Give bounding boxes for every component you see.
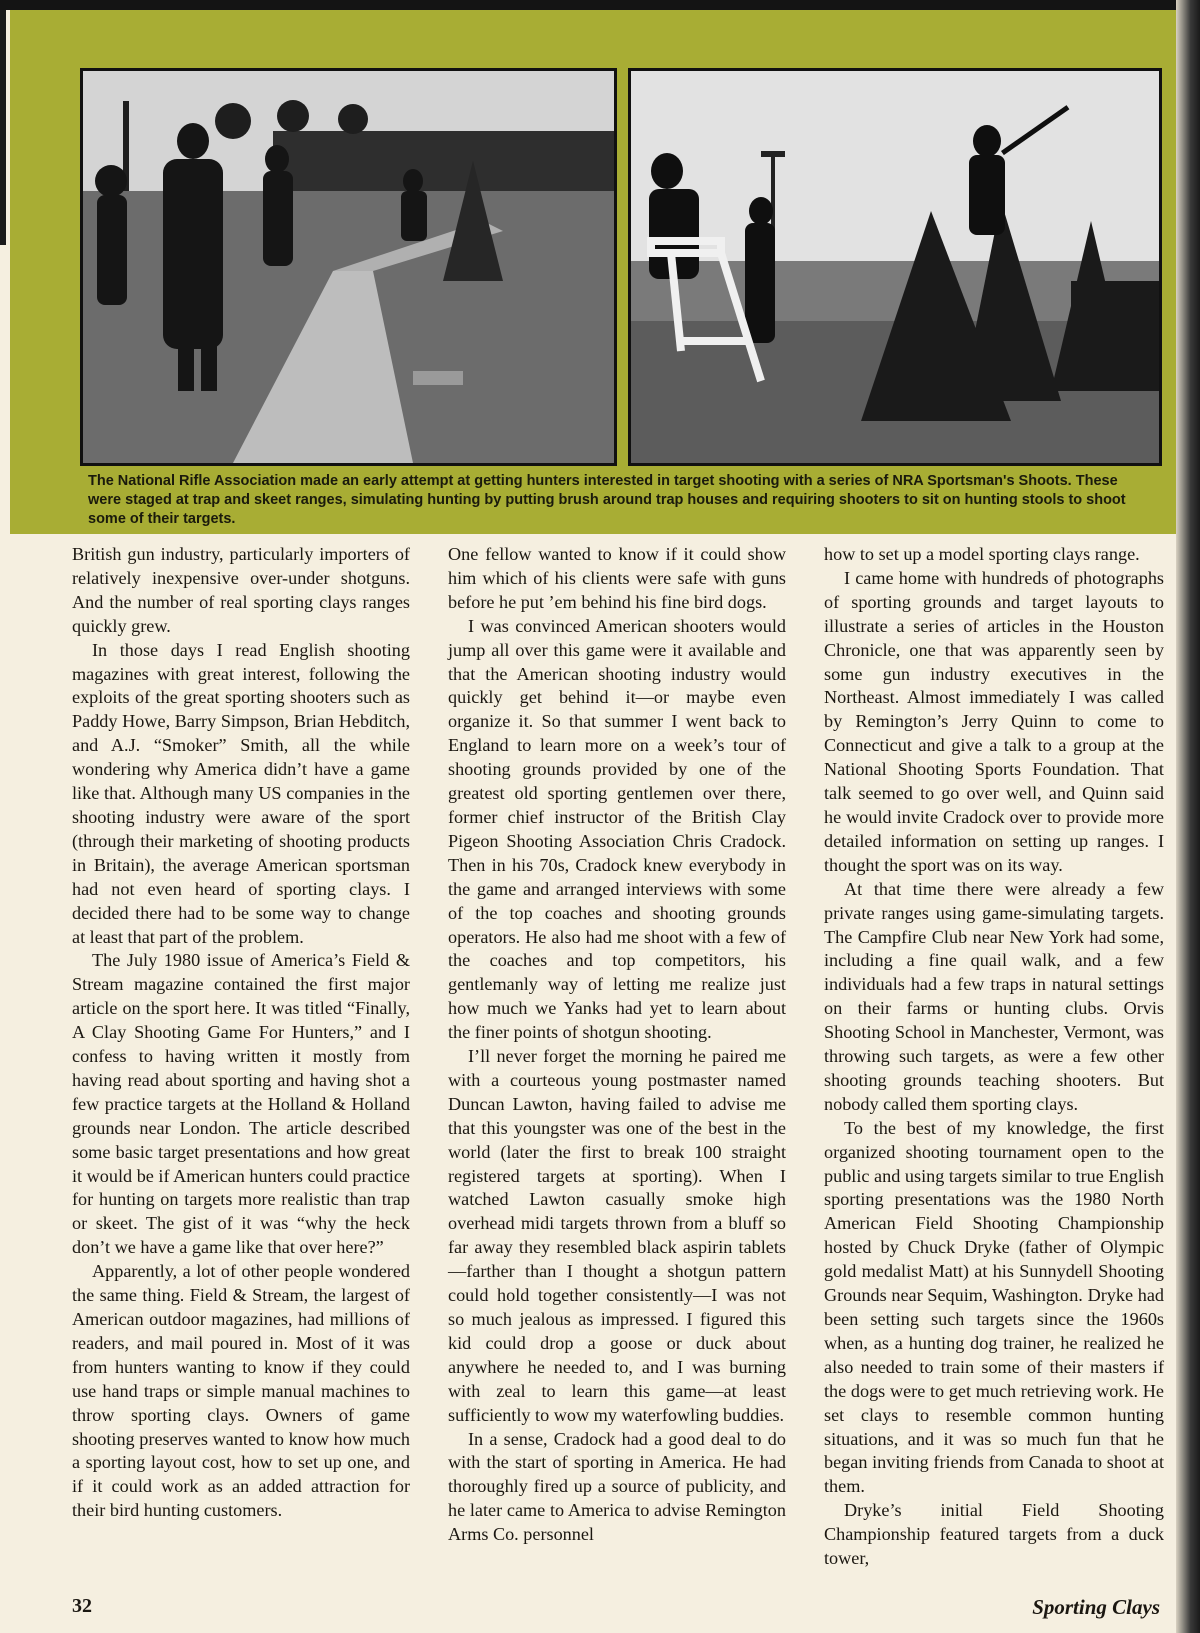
page-left-edge [0, 10, 6, 245]
paragraph: I’ll never forget the morning he paired me with a courteous young postmaster named Duncan Lawton, having failed to advise me that this youngster was one of the best in the world (later the first to break 100 straight registered targets at sporting). When I watched Lawton casually smoke high overhead midi targets thrown from a bluff so far away they resembled black aspirin tablets—farther than I thought a shotgun pattern could hold together consistently—I was not so much jealous as impressed. I figured this kid could drop a goose or duck about anywhere he needed to, and I was burning with zeal to learn this game—at least sufficiently to wow my waterfowling buddies. [448, 1046, 786, 1425]
page-top-edge [0, 0, 1200, 10]
paragraph: I came home with hundreds of photographs of sporting grounds and target layouts to illustrate a series of articles in the Houston Chronicle, one that was apparently seen by some gun industry executives in the Northeast. Almost immediately I was called by Remington’s Jerry Quinn to come to Connecticut and give a talk to a group at the National Shooting Sports Foundation. That talk seemed to go over well, and Quinn said he would invite Cradock over to provide more detailed information on setting up ranges. I thought the sport was on its way. [824, 567, 1164, 875]
paragraph: British gun industry, particularly importers of relatively inexpensive over-under shotguns. And the number of real sporting clays ranges quickly grew. [72, 544, 410, 636]
paragraph: In those days I read English shooting magazines with great interest, following the exploits of the great sporting shooters such as Paddy Howe, Barry Simpson, Brian Hebditch, and A.J. “Smoker” Smith, all the while wondering why America didn’t have a game like that. Although many US companies in the shooting industry were aware of the sport (through their marketing of shooting products in Britain), the average American sportsman had not even heard of sporting clays. I decided there had to be some way to change at least that part of the problem. [72, 639, 410, 947]
paragraph: I was convinced American shooters would jump all over this game were it available and that the American shooting industry would quickly get behind it—or maybe even organize it. So that summer I went back to England to learn more on a week’s tour of shooting grounds provided by one of the greatest old sporting gentlemen over there, former chief instructor of the British Clay Pigeon Shooting Association Chris Cradock. Then in his 70s, Cradock knew everybody in the game and arranged interviews with some of the top coaches and shooting grounds operators. He also had me shoot with a few of the coaches and top competitors, his gentlemanly way of letting me realize just how much we Yanks had yet to learn about the finer points of shotgun shooting. [448, 615, 786, 1043]
page-binding-shadow [1176, 0, 1200, 1633]
page-number: 32 [72, 1595, 92, 1617]
article-column-3 [824, 543, 1164, 1571]
paragraph: Dryke’s initial Field Shooting Championship featured targets from a duck tower, [824, 1500, 1164, 1569]
magazine-title: Sporting Clays [1032, 1595, 1160, 1619]
article-column-2 [448, 543, 786, 1547]
paragraph: The July 1980 issue of America’s Field & Stream magazine contained the first major article on the sport here. It was titled “Finally, A Clay Shooting Game For Hunters,” and I confess to having written it mostly from having read about sporting and having shot a few practice targets at the Holland & Holland grounds near London. The article described some basic target presentations and how great it would be if American hunters could practice for hunting on targets more realistic than trap or skeet. The gist of it was “why the heck don’t we have a game like that over here?” [72, 950, 410, 1258]
paragraph: Apparently, a lot of other people wondered the same thing. Field & Stream, the largest of American outdoor magazines, had millions of readers, and mail poured in. Most of it was from hunters wanting to know if they could use hand traps or simple manual machines to throw sporting clays. Owners of game shooting preserves wanted to know how much a sporting layout cost, how to set up one, and if it could work as an added attraction for their bird hunting customers. [72, 1261, 410, 1521]
photo-icon [631, 71, 1159, 463]
paragraph: how to set up a model sporting clays range. [824, 544, 1140, 564]
photo-banner [10, 10, 1176, 534]
paragraph: To the best of my knowledge, the first organized shooting tournament open to the public and using targets similar to true English sporting presentations was the 1980 North American Field Shooting Championship hosted by Chuck Dryke (father of Olympic gold medalist Matt) at his Sunnydell Shooting Grounds near Sequim, Washington. Dryke had been setting such targets since the 1960s when, as a hunting dog trainer, he realized he also needed to train some of their masters if the dogs were to get much retrieving work. He set clays to resemble common hunting situations, and it was so much fun that he began inviting friends from Canada to shoot at them. [824, 1117, 1164, 1497]
photo-range-walkway [80, 68, 617, 466]
photo-icon [83, 71, 614, 463]
photo-shooting-stools [628, 68, 1162, 466]
paragraph: In a sense, Cradock had a good deal to do with the start of sporting in America. He had thoroughly fired up a source of publicity, and he later came to America to advise Remington Arms Co. personnel [448, 1428, 786, 1545]
paragraph: At that time there were already a few private ranges using game-simulating targets. The Campfire Club near New York had some, including a fine quail walk, and a few individuals had a few traps in natural settings on their farms or hunting clubs. Orvis Shooting School in Manchester, Vermont, was throwing such targets, as were a few other shooting grounds teaching shooters. But nobody called them sporting clays. [824, 878, 1164, 1114]
paragraph: One fellow wanted to know if it could show him which of his clients were safe with guns before he put ’em behind his fine bird dogs. [448, 544, 786, 612]
photo-caption: The National Rifle Association made an early attempt at getting hunters interested in target shooting with a series of NRA Sportsman's Shoots. These were staged at trap and skeet ranges, simulating hunting by putting brush around trap houses and requiring shooters to sit on hunting stools to shoot some of their targets. [88, 473, 1126, 527]
article-column-1 [72, 543, 410, 1523]
